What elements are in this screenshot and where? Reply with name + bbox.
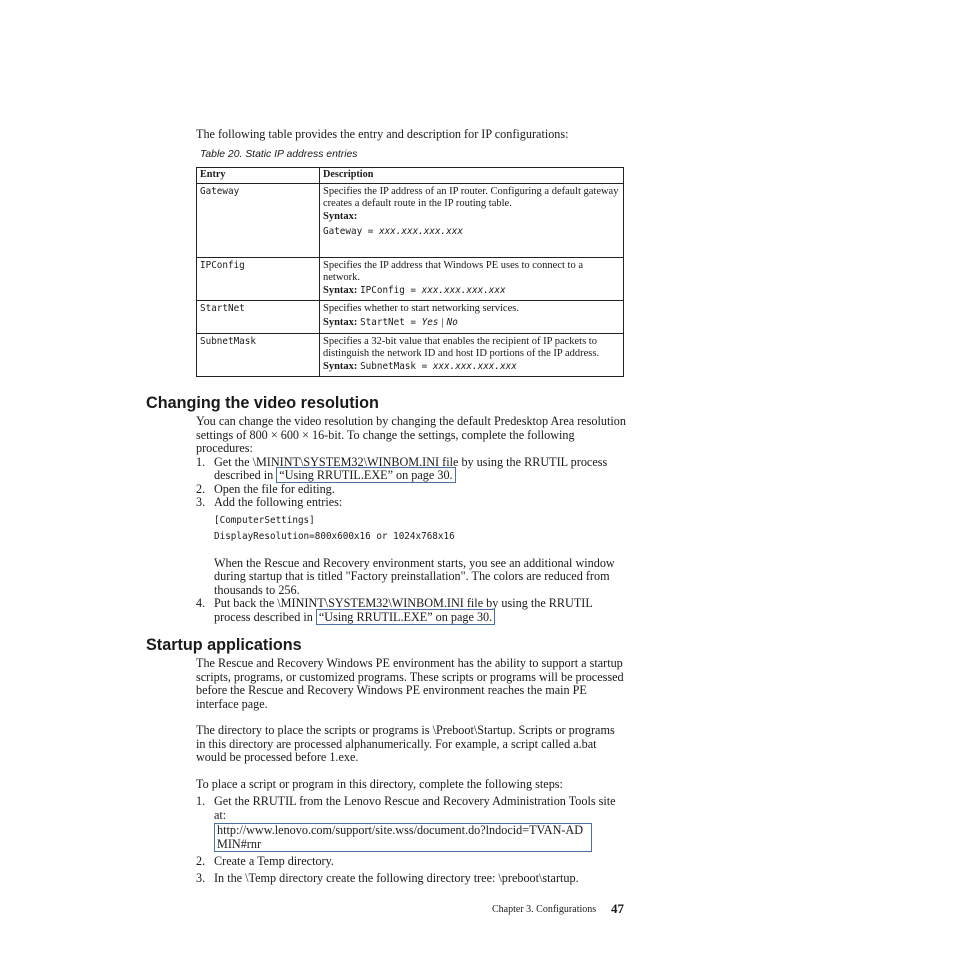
startup-paragraph-2: The directory to place the scripts or programs is \Preboot\Startup. Scripts or programs in this directory are processed alphanumerically. For example, a script called a.bat would be processed before 1.exe. xyxy=(196,723,615,764)
video-resolution-heading: Changing the video resolution xyxy=(146,394,379,412)
entry-cell: StartNet xyxy=(197,301,320,333)
entry-cell: SubnetMask xyxy=(197,333,320,377)
note-paragraph: When the Rescue and Recovery environment starts, you see an additional window during startup that is titled "Factory preinstallation". The colors are reduced from thousands to 256. xyxy=(214,555,615,597)
description-text: Specifies a 32-bit value that enables the recipient of IP packets to distinguish the network ID and host ID portions of the IP address. xyxy=(323,335,600,360)
video-paragraph: You can change the video resolution by changing the default Predesktop Area resolution settings of 800 × 600 × 16-bit. To change the settings, complete the following procedures: xyxy=(196,414,626,455)
startup-paragraph-1: The Rescue and Recovery Windows PE environment has the ability to support a startup scripts, programs, or customized programs. These scripts or programs will be processed before the Rescue and Recovery Windows PE environment reaches the main PE interface page. xyxy=(196,656,624,711)
syntax-line xyxy=(323,285,620,298)
code-line: [ComputerSettings] xyxy=(214,514,315,526)
step-text: Get the RRUTIL from the Lenovo Rescue and Recovery Administration Tools site at: xyxy=(214,794,616,822)
step-text: Create a Temp directory. xyxy=(214,854,334,868)
header-entry: Entry xyxy=(197,168,320,184)
table-row xyxy=(197,333,624,377)
syntax-line xyxy=(323,361,620,374)
list-item xyxy=(196,496,626,510)
entry-cell: Gateway xyxy=(197,183,320,257)
code-line: DisplayResolution=800x600x16 or 1024x768x16 xyxy=(214,530,455,542)
table-caption: Table 20. Static IP address entries xyxy=(200,149,358,160)
step-number: 2. xyxy=(196,854,206,868)
step-number: 3. xyxy=(196,495,206,509)
step-number: 1. xyxy=(196,454,206,469)
startup-paragraph-3: To place a script or program in this directory, complete the following steps: xyxy=(196,776,563,791)
startup-section xyxy=(196,657,626,885)
step-number: 1. xyxy=(196,794,206,808)
rrutil-link[interactable]: “Using RRUTIL.EXE” on page 30. xyxy=(316,609,495,625)
header-description: Description xyxy=(320,168,624,184)
description-cell xyxy=(320,301,624,333)
syntax-label: Syntax: xyxy=(323,210,358,222)
list-item xyxy=(196,795,626,852)
lenovo-support-link[interactable]: http://www.lenovo.com/support/site.wss/document.do?lndocid=TVAN-ADMIN#rnr xyxy=(214,823,592,852)
syntax-separator: | xyxy=(441,315,444,328)
syntax-value: xxx.xxx.xxx.xxx xyxy=(378,226,463,238)
syntax-prefix: SubnetMask = xyxy=(360,360,433,372)
description-text: Specifies whether to start networking services. xyxy=(323,303,519,315)
table-row xyxy=(197,183,624,257)
chapter-label: Chapter 3. Configurations xyxy=(492,904,597,915)
list-item xyxy=(196,456,626,483)
startup-applications-heading: Startup applications xyxy=(146,636,302,654)
description-text: Specifies the IP address of an IP router. Configuring a default gateway creates a default route in the IP routing table. xyxy=(323,185,619,210)
syntax-prefix: IPConfig = xyxy=(360,284,422,296)
step-text: In the \Temp directory create the following directory tree: \preboot\startup. xyxy=(214,870,579,885)
table-row xyxy=(197,257,624,301)
entry-cell: IPConfig xyxy=(197,257,320,301)
description-cell xyxy=(320,257,624,301)
rrutil-link[interactable]: “Using RRUTIL.EXE” on page 30. xyxy=(276,467,455,483)
step-number: 4. xyxy=(196,596,206,610)
list-item xyxy=(196,483,626,497)
static-ip-table xyxy=(196,167,624,377)
description-cell xyxy=(320,333,624,377)
syntax-prefix: StartNet = xyxy=(360,316,422,328)
syntax-value-yes: Yes xyxy=(421,316,439,328)
list-item xyxy=(196,597,626,624)
syntax-value: xxx.xxx.xxx.xxx xyxy=(421,284,506,296)
description-text: Specifies the IP address that Windows PE uses to connect to a network. xyxy=(323,259,583,284)
syntax-label: Syntax: xyxy=(323,316,358,328)
video-section xyxy=(196,415,626,624)
syntax-line xyxy=(323,226,620,239)
page-number: 47 xyxy=(611,901,624,916)
syntax-value: xxx.xxx.xxx.xxx xyxy=(432,360,517,372)
syntax-prefix: Gateway = xyxy=(323,226,379,238)
list-item xyxy=(196,872,626,886)
syntax-label: Syntax: xyxy=(323,284,358,296)
step-number: 3. xyxy=(196,870,206,885)
step-text: Open the file for editing. xyxy=(214,481,335,496)
description-cell xyxy=(320,183,624,257)
list-item xyxy=(196,855,626,869)
step-text: Get the \MININT\SYSTEM32\WINBOM.INI file by using the RRUTIL process described in xyxy=(214,454,608,482)
syntax-label: Syntax: xyxy=(323,360,358,372)
intro-paragraph: The following table provides the entry and description for IP configurations: xyxy=(196,127,569,141)
syntax-value-no: No xyxy=(446,316,458,328)
step-text: Add the following entries: xyxy=(214,495,343,509)
step-text: Put back the \MININT\SYSTEM32\WINBOM.INI file by using the RRUTIL process described in xyxy=(214,596,593,624)
step-number: 2. xyxy=(196,481,206,496)
table-row xyxy=(197,301,624,333)
syntax-line xyxy=(323,316,620,330)
table-header-row xyxy=(197,168,624,184)
